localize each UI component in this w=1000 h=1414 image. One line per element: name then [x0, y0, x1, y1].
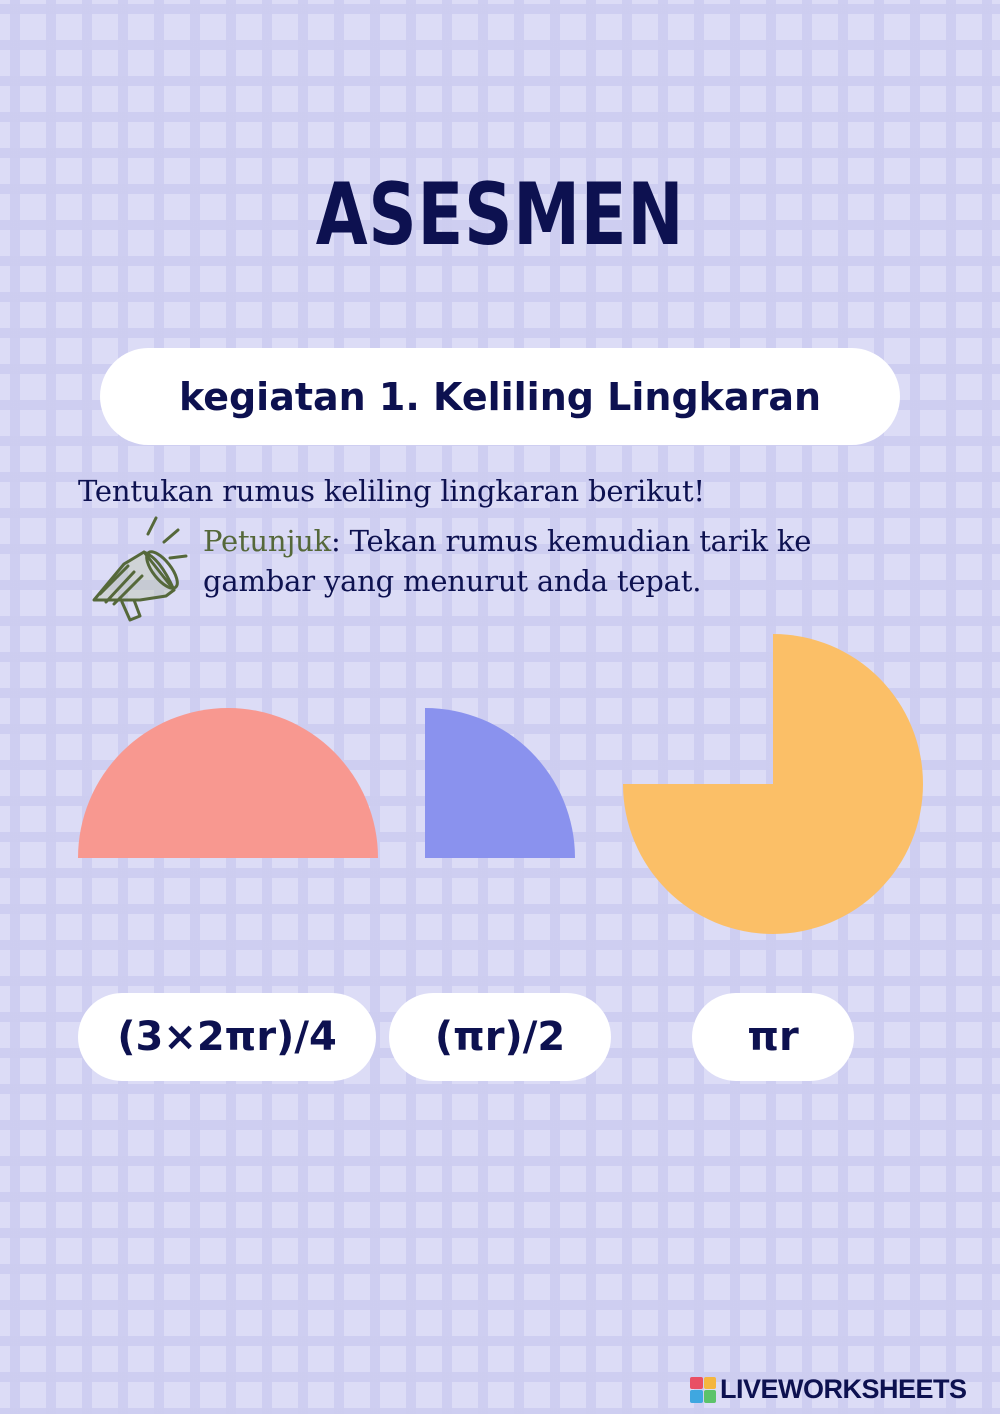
- liveworksheets-logo-icon: [690, 1377, 716, 1403]
- formula-label-2: (πr)/2: [434, 1014, 566, 1060]
- quarter-circle-shape: [425, 708, 577, 860]
- liveworksheets-brand: [690, 1374, 967, 1405]
- half-circle-fill: [78, 708, 378, 858]
- hint-text: [203, 521, 923, 601]
- brand-text: LIVEWORKSHEETS: [720, 1374, 967, 1404]
- formula-label-3: πr: [747, 1014, 799, 1060]
- page-title: ASESMEN: [315, 165, 685, 265]
- activity-header: [100, 348, 900, 445]
- three-quarter-circle-shape: [623, 634, 923, 934]
- activity-header-label: kegiatan 1. Keliling Lingkaran: [178, 374, 822, 419]
- half-circle-shape: [78, 708, 378, 860]
- formula-card-3[interactable]: [692, 993, 854, 1081]
- hint-label: Petunjuk: [203, 524, 332, 558]
- formula-card-1[interactable]: [78, 993, 376, 1081]
- formula-label-1: (3×2πr)/4: [117, 1014, 337, 1060]
- formula-card-2[interactable]: [389, 993, 611, 1081]
- quarter-circle-fill: [425, 708, 575, 858]
- instruction-text: Tentukan rumus keliling lingkaran berikut!: [78, 474, 705, 508]
- hint-body: Tekan rumus kemudian tarik ke gambar yang menurut anda tepat.: [203, 524, 812, 598]
- hint-separator: :: [331, 524, 341, 558]
- megaphone-icon: [82, 512, 194, 630]
- three-quarter-circle-fill: [623, 634, 923, 934]
